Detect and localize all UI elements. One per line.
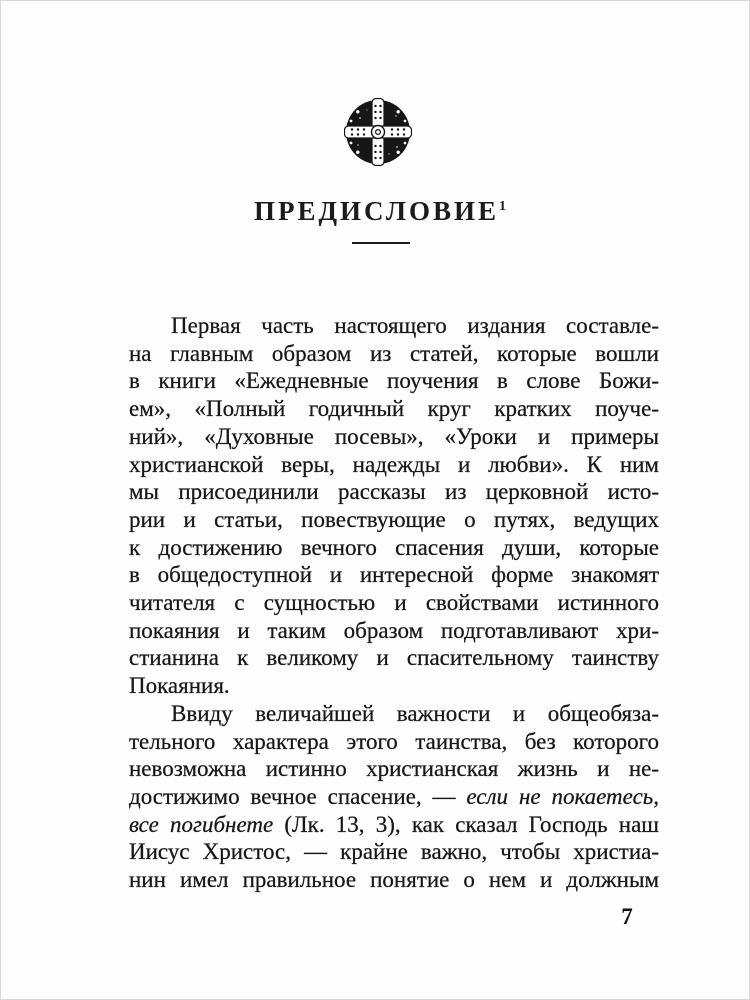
text-line: невозможна истинно христианская жизнь и не- (129, 756, 659, 782)
text-line: ний», «Духовные посевы», «Уроки и примеры (129, 423, 659, 449)
page-number: 7 (621, 904, 633, 929)
text-line: ем», «Полный годичный круг кратких поуче- (129, 396, 659, 422)
text-line: Ввиду величайшей важности и общеобяза- (171, 700, 659, 726)
text-line: на главным образом из статей, которые вошли (129, 340, 659, 366)
text-line: тельного характера этого таинства, без которого (129, 728, 659, 754)
text-line: покаяния и таким образом подготавливают хри- (129, 617, 659, 643)
paragraph (129, 312, 659, 700)
title-divider-rule (352, 242, 410, 244)
text-line: в общедоступной и интересной форме знакомят (129, 562, 659, 588)
cross-medallion-icon (344, 98, 412, 166)
text-line: рии и статьи, повествующие о путях, ведущих (129, 506, 659, 532)
text-line: в книги «Ежедневные поучения в слове Божи- (129, 368, 659, 394)
page-title (10, 196, 750, 227)
text-line: достижимо вечное спасение, — если не покаетесь, (129, 783, 659, 809)
text-line: все погибнете (Лк. 13, 3), как сказал Господь наш (129, 811, 660, 837)
body-text (129, 312, 659, 894)
text-line: нин имел правильное понятие о нем и должным (129, 867, 659, 893)
text-line: мы присоединили рассказы из церковной исто- (129, 479, 659, 505)
page-title-text: ПРЕДИСЛОВИЕ (253, 196, 500, 226)
text-line: Покаяния. (129, 673, 230, 699)
text-line: христианской веры, надежды и любви». К ним (129, 451, 659, 477)
paragraph (129, 700, 659, 894)
footnote-marker: 1 (499, 199, 507, 214)
text-line: Иисус Христос, — крайне важно, чтобы христиа- (129, 839, 659, 865)
text-line: Первая часть настоящего издания составле- (171, 313, 659, 338)
text-line: читателя с сущностью и свойствами истинного (129, 590, 659, 616)
text-line: стианина к великому и спасительному таинству (129, 645, 659, 671)
text-line: к достижению вечного спасения души, которые (129, 534, 659, 560)
